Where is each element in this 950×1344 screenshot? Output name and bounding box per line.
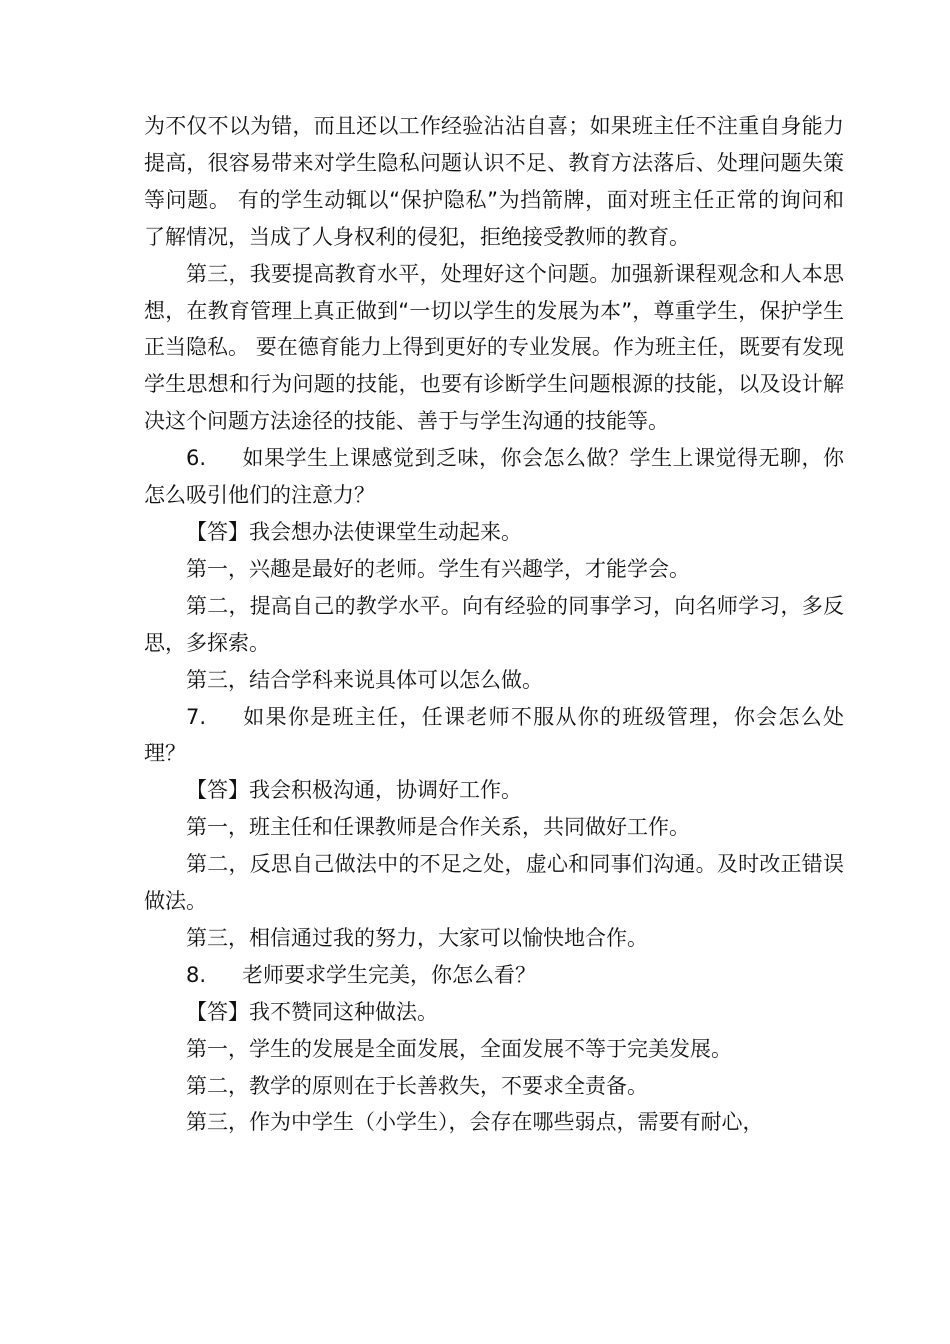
question-8 bbox=[144, 957, 844, 994]
answer-8-point-2: 第二，教学的原则在于长善救失，不要求全责备。 bbox=[186, 1073, 648, 1098]
question-number: 8. bbox=[186, 962, 207, 987]
question-7 bbox=[144, 699, 844, 773]
question-text: 如果学生上课感觉到乏味，你会怎么做？学生上课觉得无聊，你怎么吸引他们的注意力？ bbox=[144, 446, 844, 508]
answer-6-point-3: 第三，结合学科来说具体可以怎么做。 bbox=[186, 667, 543, 692]
answer-6: 【答】我会想办法使课堂生动起来。 bbox=[186, 519, 522, 544]
answer-7-point-1: 第一，班主任和任课教师是合作关系，共同做好工作。 bbox=[186, 815, 690, 840]
paragraph-continued: 为不仅不以为错，而且还以工作经验沾沾自喜；如果班主任不注重自身能力提高，很容易带来对学生隐私问题认识不足、教育方法落后、处理问题失策等问题。 有的学生动辄以“保护隐私”为挡箭牌，面对班主任正常的询问和了解情况，当成了人身权利的侵犯，拒绝接受教师的教育。 bbox=[144, 114, 844, 249]
paragraph-third-point: 第三，我要提高教育水平，处理好这个问题。加强新课程观念和人本思想，在教育管理上真正做到“一切以学生的发展为本”，尊重学生，保护学生正当隐私。 要在德育能力上得到更好的专业发展。作为班主任，既要有发现学生思想和行为问题的技能，也要有诊断学生问题根源的技能，以及设计解决这个问题方法途径的技能、善于与学生沟通的技能等。 bbox=[144, 261, 844, 434]
answer-6-point-2: 第二，提高自己的教学水平。向有经验的同事学习，向名师学习，多反思，多探索。 bbox=[144, 593, 844, 655]
document-body bbox=[144, 108, 844, 1141]
answer-8-point-1: 第一，学生的发展是全面发展，全面发展不等于完美发展。 bbox=[186, 1036, 732, 1061]
question-number: 7. bbox=[186, 704, 207, 729]
answer-8-point-3: 第三，作为中学生（小学生），会存在哪些弱点，需要有耐心， bbox=[186, 1110, 764, 1135]
answer-7: 【答】我会积极沟通，协调好工作。 bbox=[186, 778, 522, 803]
question-text: 如果你是班主任，任课老师不服从你的班级管理，你会怎么处理？ bbox=[144, 704, 844, 766]
answer-7-point-2: 第二，反思自己做法中的不足之处，虚心和同事们沟通。及时改正错误做法。 bbox=[144, 852, 844, 914]
question-text: 老师要求学生完美，你怎么看？ bbox=[242, 962, 536, 987]
answer-8: 【答】我不赞同这种做法。 bbox=[186, 999, 438, 1024]
answer-7-point-3: 第三，相信通过我的努力，大家可以愉快地合作。 bbox=[186, 925, 648, 950]
answer-6-point-1: 第一，兴趣是最好的老师。学生有兴趣学，才能学会。 bbox=[186, 556, 690, 581]
question-number: 6. bbox=[186, 446, 207, 471]
question-6 bbox=[144, 440, 844, 514]
